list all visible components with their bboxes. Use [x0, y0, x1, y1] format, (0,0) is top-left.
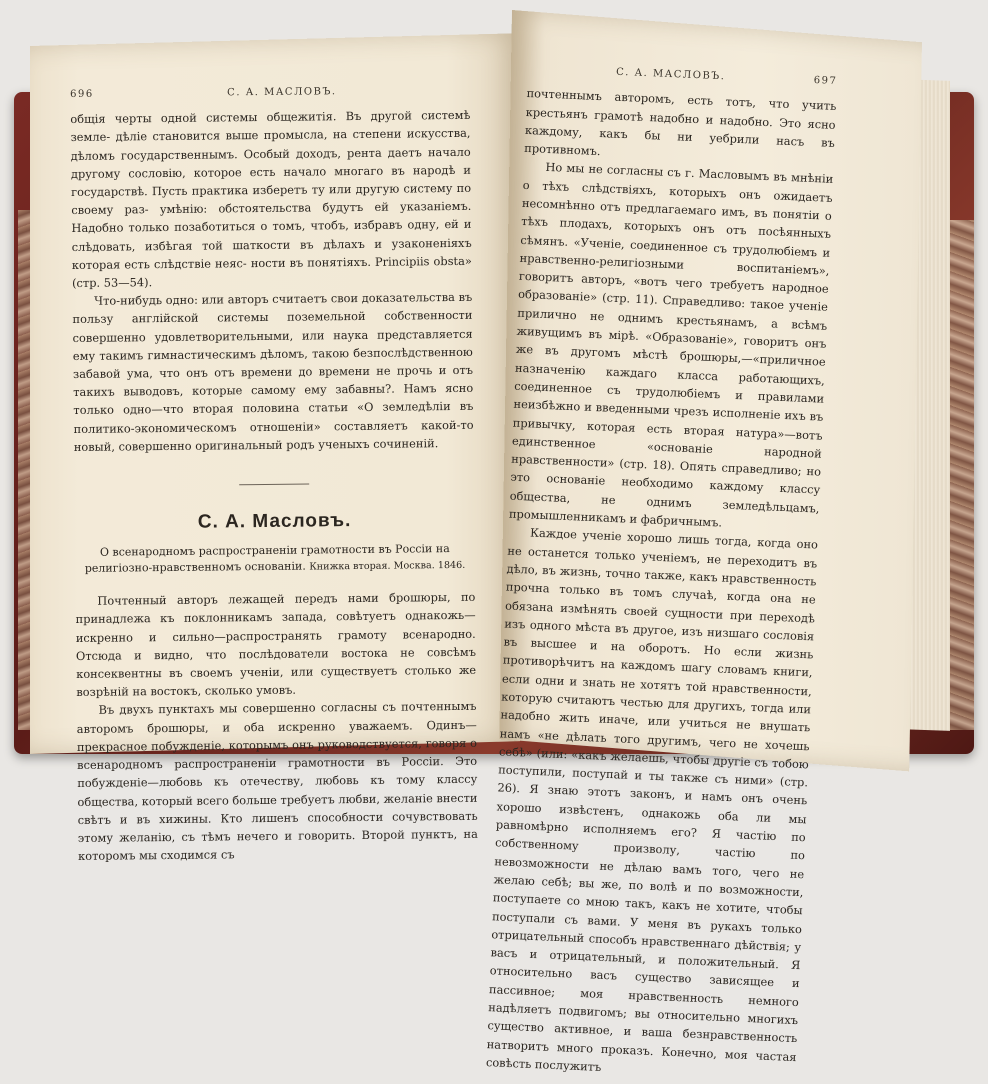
left-paragraph-4: Въ двухъ пунктахъ мы совершенно согласны съ почтеннымъ авторомъ брошюры, и оба искренно уважаемъ. Одинъ—прекрасное побужденіе, которымъ онъ руководствуется, говоря о всенародномъ распространеніи грамотности въ Россіи. Это побужденіе—любовь къ отечеству, любовь къ тому классу общества, который всего больше требуетъ любви, желаніе внести свѣтъ и въ хижины. Кто лишенъ способности сочувствовать этому желанію, съ тѣмъ нечего и говорить. Второй пунктъ, на которомъ мы сходимся съ [76, 699, 478, 864]
marbled-cover-right [948, 220, 974, 730]
section-divider [239, 484, 309, 486]
left-paragraph-1: общія черты одной системы общежитія. Въ другой системѣ земле- дѣліе становится выше промысла, на степени искусства, дѣломъ государственнымъ. Особый доходъ, рента даетъ начало другому сословію, которое есть начало многаго въ народѣ и государствѣ. Пусть практика изберетъ ту или другую систему по своему раз- умѣнію: обстоятельства будутъ ей указаніемъ. Надобно только позаботиться о томъ, чтобъ, избравъ одну, ей и слѣдовать, избѣгая той шаткости въ дѣлахъ и узаконеніяхъ которая есть слѣдствіе неяс- ности въ понятіяхъ. Principiis obsta» (стр. 53—54). [70, 108, 472, 291]
section-subtitle: О всенародномъ распространеніи грамотности въ Россіи на религіозно-нравственномъ основаніи. Книжка вторая. Москва. 1846. [84, 542, 466, 576]
section-title: С. А. Масловъ. [197, 510, 352, 533]
right-paragraph-3: Каждое ученіе хорошо лишь тогда, когда оно не останется только ученіемъ, не переходитъ въ дѣло, въ жизнь, точно также, какъ нравственность прочна только въ томъ случаѣ, когда она не обязана измѣнять своей сущности при переходѣ изъ одного мѣста въ другое, изъ низшаго сословія въ высшее и на оборотъ. Но если жизнь противорѣчитъ на каждомъ шагу словамъ книги, если одни и знать не хотятъ той нравственности, которую считаютъ честью для другихъ, тогда или надобно жить иначе, или учиться не внушать намъ «не дѣлать того другимъ, чего не хочешь себѣ» (или: «какъ желаешь, чтобы другіе съ тобою поступили, поступай и ты также съ ними» (стр. 26). Я знаю этотъ законъ, и намъ онъ очень хорошо извѣстенъ, однакожь оба ли мы равномѣрно исполняемъ его? Я частію по собственному произволу, частію по невозможности не дѣлаю вамъ того, чего не желаю себѣ; вы же, по волѣ и по возможности, поступаете со мною такъ, какъ не хотите, чтобы поступали съ вами. У меня въ рукахъ только отрицательный способъ нравственнаго дѣйствія; у васъ и отрицательный, и положительный. Я относительно васъ существо зависящее и пассивное; моя нравственность немного надѣляетъ подвигомъ; вы относительно многихъ существо активное, и ваша безнравственность натворитъ много проказъ. Конечно, моя частая совѣсть послужитъ [485, 525, 819, 1074]
left-page-text [70, 82, 478, 865]
right-running-head: С. А. МАСЛОВЪ. [615, 66, 726, 83]
right-page-text [486, 60, 838, 1084]
right-page-number: 697 [813, 74, 838, 87]
right-paragraph-1: почтеннымъ авторомъ, есть тотъ, что учить крестьянъ грамотѣ надобно и надобно. Это ясно каждому, какъ бы ни уебрили насъ въ противномъ. [524, 86, 837, 159]
left-running-header [70, 82, 470, 104]
left-page-number: 696 [70, 88, 94, 100]
left-paragraph-2: Что-нибудь одно: или авторъ считаетъ свои доказательства въ пользу англійской системы поземельной собственности совершенно удовлетворительными, или наука представляется ему такимъ гимнастическимъ дѣломъ, такою безпослѣдственною забавой ума, что онъ отъ времени до времени не прочь и отъ такихъ выводовъ, которые самому ему забавны?. Намъ ясно только одно—что вторая половина статьи «О земледѣліи въ политико-экономическомъ отношеніи» составляетъ какой-то новый, совершенно оригинальный родъ ученыхъ сочиненій. [72, 290, 474, 454]
right-paragraph-2: Но мы не согласны съ г. Масловымъ въ мнѣніи о тѣхъ слѣдствіяхъ, которыхъ онъ ожидаетъ несомнѣнно отъ предлагаемаго имъ, въ понятіи о тѣхъ плодахъ, которыхъ онъ отъ посѣянныхъ сѣмянъ. «Ученіе, соединенное съ трудолюбіемъ и нравственно-религіозными воспитаніемъ», говоритъ авторъ, «вотъ чего требуетъ народное образованіе» (стр. 11). Справедливо: такое ученіе прилично не однимъ крестьянамъ, а всѣмъ живущимъ въ мірѣ. «Образованіе», говоритъ онъ же въ другомъ мѣстѣ брошюры,—«приличное назначенію каждаго класса работающихъ, соединенное съ трудолюбіемъ и правилами неизбѣжно и введенными чрезъ исполненіе ихъ въ привычку, которая есть вторая натура»—вотъ единственное «основаніе народной нравственности» (стр. 18). Опять справедливо; но это основаніе необходимо каждому классу общества, не однимъ земледѣльцамъ, промышленникамъ и фабричнымъ. [508, 160, 834, 530]
left-paragraph-3: Почтенный авторъ лежащей передъ нами брошюры, по принадлежа къ поклонникамъ запада, совѣтуетъ однакожь—искренно и сильно—распространять грамоту всенародно. Отсюда и видно, что послѣдователи востока не совсѣмъ консеквентны въ своемъ ученіи, или существуетъ столько же возрѣній на востокъ, сколько умовъ. [75, 590, 477, 700]
left-running-head: С. А. МАСЛОВЪ. [227, 86, 337, 99]
